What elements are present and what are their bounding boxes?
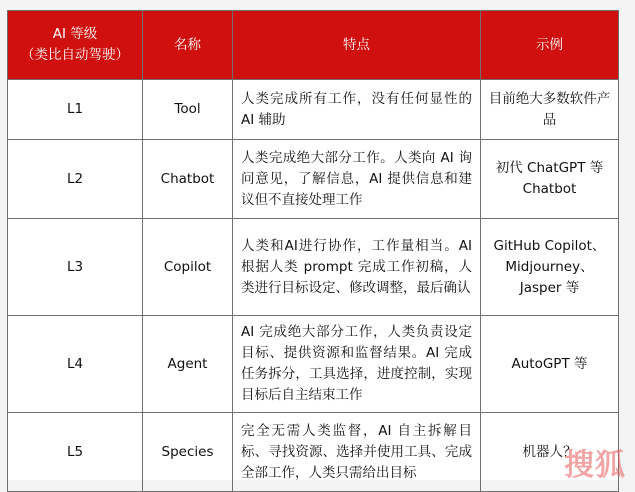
header-name: 名称	[143, 11, 233, 80]
ai-level-table	[7, 10, 619, 492]
header-examples: 示例	[481, 11, 619, 80]
features-cell: AI 完成绝大部分工作，人类负责设定目标、提供资源和监督结果。AI 完成任务拆分，工具选择，进度控制，实现目标后自主结束工作	[233, 316, 481, 413]
name-cell: Agent	[143, 316, 233, 413]
table-row	[8, 219, 619, 316]
header-ai-level-line2: （类比自动驾驶）	[21, 47, 129, 63]
name-cell: Tool	[143, 80, 233, 140]
features-cell: 完全无需人类监督，AI 自主拆解目标、寻找资源、选择并使用工具、完成全部工作，人类只需给出目标	[233, 413, 481, 492]
level-cell: L1	[8, 80, 143, 140]
examples-cell: GitHub Copilot、Midjourney、Jasper 等	[481, 219, 619, 316]
level-cell: L3	[8, 219, 143, 316]
table-row	[8, 80, 619, 140]
name-cell: Chatbot	[143, 140, 233, 219]
examples-cell: 初代 ChatGPT 等 Chatbot	[481, 140, 619, 219]
level-cell: L2	[8, 140, 143, 219]
level-cell: L4	[8, 316, 143, 413]
table-header-row	[8, 11, 619, 80]
features-cell: 人类和AI进行协作，工作量相当。AI 根据人类 prompt 完成工作初稿，人类进行目标设定、修改调整，最后确认	[233, 219, 481, 316]
features-cell: 人类完成绝大部分工作。人类向 AI 询问意见，了解信息，AI 提供信息和建议但不直接处理工作	[233, 140, 481, 219]
table-row	[8, 316, 619, 413]
table-row	[8, 413, 619, 492]
examples-cell: 目前绝大多数软件产品	[481, 80, 619, 140]
examples-cell: AutoGPT 等	[481, 316, 619, 413]
header-features: 特点	[233, 11, 481, 80]
level-cell: L5	[8, 413, 143, 492]
header-ai-level	[8, 11, 143, 80]
name-cell: Copilot	[143, 219, 233, 316]
features-cell: 人类完成所有工作，没有任何显性的 AI 辅助	[233, 80, 481, 140]
table-row	[8, 140, 619, 219]
watermark-logo: 搜狐	[564, 448, 626, 483]
header-ai-level-line1: AI 等级	[52, 26, 98, 42]
table-container	[7, 10, 618, 480]
name-cell: Species	[143, 413, 233, 492]
examples-cell: 机器人？	[481, 413, 619, 492]
